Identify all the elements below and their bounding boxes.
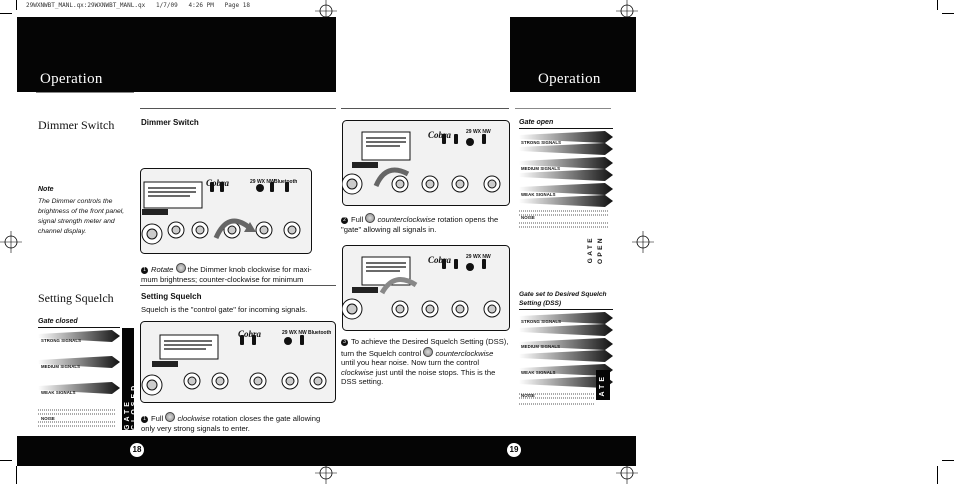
crop-mark	[937, 0, 938, 10]
crop-mark	[16, 466, 17, 484]
page-number-18: 18	[130, 443, 144, 457]
section-rule	[341, 108, 509, 109]
step2-instruction: rotation opens the "gate" allowing all signals in.	[341, 215, 499, 234]
radio-brand: Cobra	[206, 178, 230, 188]
step3-part-b: until you hear noise. Now turn the control	[341, 358, 480, 367]
crop-mark	[942, 13, 954, 14]
note-body: The Dimmer controls the brightness of the front panel, signal strength meter and channel display.	[38, 198, 125, 235]
left-footer-band	[17, 436, 336, 466]
registration-mark	[632, 231, 654, 253]
step3-part-a: To achieve the Desired Squelch Setting (DSS), turn the Squelch control	[341, 337, 509, 358]
gate-open-heading: Gate open	[519, 119, 554, 126]
full-word: Full	[351, 215, 364, 224]
dimmer-section-title: Dimmer Switch	[38, 118, 115, 132]
clockwise-word: clockwise	[177, 414, 210, 423]
knob-icon	[165, 412, 175, 422]
heading-rule	[519, 128, 613, 129]
radio-model: 29 WX NW	[282, 330, 307, 336]
gate-closed-tab	[122, 328, 138, 430]
dimmer-step-text	[141, 263, 313, 284]
header-underline	[36, 92, 134, 93]
left-page-title: Operation	[40, 71, 103, 87]
ccw-word: counterclockwise	[435, 348, 494, 358]
step3-text	[341, 337, 509, 387]
radio-illustration-squelch-closed	[140, 321, 336, 403]
section-rule	[140, 108, 336, 109]
left-header-band	[333, 17, 336, 92]
gate-open-tab-1: GATE	[587, 236, 594, 264]
bar-label-strong: STRONG SIGNALS	[41, 338, 82, 343]
page-number-19: 19	[507, 443, 521, 457]
bar-label-weak: WEAK SIGNALS	[521, 192, 556, 197]
crop-mark	[0, 460, 12, 461]
radio-bt: Bluetooth	[308, 330, 332, 336]
gate-open-tab-2: OPEN	[597, 236, 604, 265]
step2-text	[341, 213, 509, 234]
dss-tab	[596, 370, 610, 405]
radio-illustration-dimmer	[140, 168, 312, 254]
radio-model: 29 WX NW	[466, 254, 491, 260]
bar-label-medium: MEDIUM SIGNALS	[521, 166, 561, 171]
bar-label-weak: WEAK SIGNALS	[521, 370, 556, 375]
bar-label-strong: STRONG SIGNALS	[521, 140, 562, 145]
bar-label-weak: WEAK SIGNALS	[41, 390, 76, 395]
clockwise-word: clockwise	[341, 367, 374, 377]
radio-brand: Cobra	[238, 329, 262, 339]
squelch-instruction: rotation closes the gate allowing only very strong signals to enter.	[141, 414, 321, 433]
radio-brand: Cobra	[428, 255, 452, 265]
rotate-word: Rotate	[151, 265, 174, 274]
file-header: 29WXNWBT_MANL.qx:29WXNWBT_MANL.qx 1/7/09 4:26 PM Page 18	[26, 2, 250, 9]
crop-mark	[942, 460, 954, 461]
bar-label-noise: NOISE	[521, 215, 535, 220]
squelch-intro: Squelch is the "control gate" for incoming signals.	[141, 305, 308, 314]
bar-label-medium: MEDIUM SIGNALS	[41, 364, 81, 369]
step-number: 3	[341, 339, 348, 346]
squelch-section-title: Setting Squelch	[38, 291, 114, 305]
crop-mark	[0, 13, 12, 14]
step-number: 1	[141, 267, 148, 274]
knob-icon	[423, 347, 433, 357]
dss-heading: Gate set to Desired Squelch Setting (DSS)	[519, 291, 607, 307]
squelch-step-text	[141, 412, 321, 433]
knob-icon	[365, 213, 375, 223]
radio-model: 29 WX NW	[466, 129, 491, 135]
knob-icon	[176, 263, 186, 273]
bar-label-noise: NOISE	[41, 416, 55, 421]
dimmer-heading: Dimmer Switch	[141, 118, 199, 127]
dss-tab-label: GATE	[599, 374, 606, 405]
heading-rule	[519, 309, 613, 310]
squelch-heading: Setting Squelch	[141, 292, 202, 301]
radio-brand: Cobra	[428, 130, 452, 140]
step-number: 1	[141, 416, 148, 423]
right-page-title: Operation	[538, 71, 601, 87]
bar-label-medium: MEDIUM SIGNALS	[521, 344, 561, 349]
section-rule	[140, 285, 336, 286]
right-footer-band	[336, 436, 636, 466]
crop-mark	[16, 0, 17, 10]
step-number: 2	[341, 217, 348, 224]
full-word: Full	[151, 414, 164, 423]
heading-rule	[38, 327, 120, 328]
radio-illustration-dss	[342, 245, 510, 331]
radio-illustration-gate-open	[342, 120, 510, 206]
dimmer-instruction: the Dimmer knob clockwise for maxi-mum brightness; counter-clockwise for minimum	[141, 265, 312, 284]
step3-part-c: just until the noise stops. This is the DSS setting.	[341, 367, 496, 386]
bar-label-strong: STRONG SIGNALS	[521, 319, 562, 324]
bar-label-noise: NOISE	[521, 393, 535, 398]
radio-model: 29 WX NW	[250, 179, 275, 185]
ccw-word: counterclockwise	[377, 215, 436, 224]
section-rule	[515, 108, 611, 109]
gate-closed-heading: Gate closed	[38, 318, 78, 325]
note-heading: Note	[38, 186, 54, 193]
registration-mark	[0, 231, 22, 253]
gate-closed-tab-label: GATE CLOSED	[124, 382, 138, 430]
crop-mark	[937, 466, 938, 484]
radio-bt: Bluetooth	[274, 179, 298, 185]
